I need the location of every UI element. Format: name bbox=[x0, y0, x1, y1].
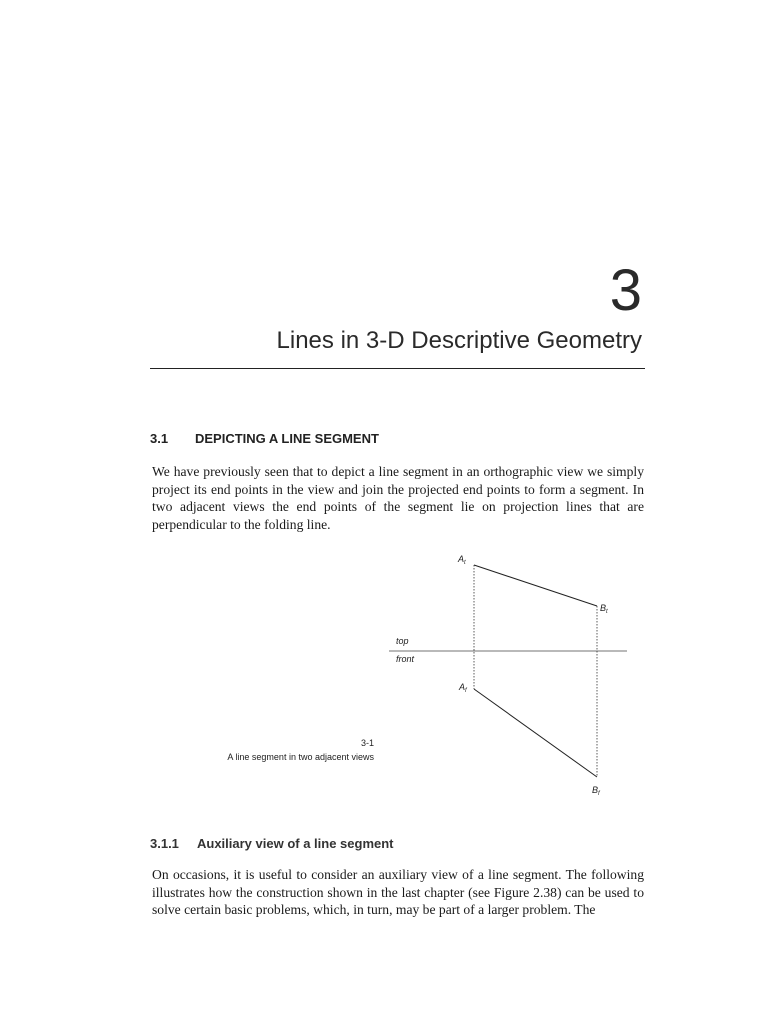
subsection-heading bbox=[150, 836, 394, 851]
label-view-front: front bbox=[396, 654, 415, 664]
label-b-top: $B_t$ bbox=[600, 603, 608, 615]
chapter-number: 3 bbox=[609, 258, 642, 323]
subsection-title: Auxiliary view of a line segment bbox=[197, 836, 394, 851]
segment-front-view bbox=[474, 689, 597, 777]
chapter-title: Lines in 3-D Descriptive Geometry bbox=[276, 327, 642, 354]
section-number: 3.1 bbox=[150, 431, 169, 446]
section-paragraph: We have previously seen that to depict a line segment in an orthographic view we simply project its end points in the view and join the projected end points to form a segment. In two adjacent views the end points of the segment lie on projection lines that are perpendicular to the folding line. bbox=[152, 464, 644, 533]
label-a-front: $A_f$ bbox=[459, 682, 467, 694]
figure-caption: A line segment in two adjacent views bbox=[227, 752, 374, 762]
label-a-top: $A_t$ bbox=[458, 554, 466, 566]
figure-number: 3-1 bbox=[360, 738, 374, 748]
subsection-paragraph: On occasions, it is useful to consider an auxiliary view of a line segment. The following illustrates how the construction shown in the last chapter (see Figure 2.38) can be used to solve certain basic problems, which, in turn, may be part of a larger problem. The bbox=[152, 867, 644, 918]
label-view-top: top bbox=[396, 636, 409, 646]
label-b-front: $B_f$ bbox=[592, 785, 600, 797]
subsection-number: 3.1.1 bbox=[150, 836, 179, 851]
segment-top-view bbox=[474, 565, 597, 606]
section-title: DEPICTING A LINE SEGMENT bbox=[195, 431, 379, 446]
